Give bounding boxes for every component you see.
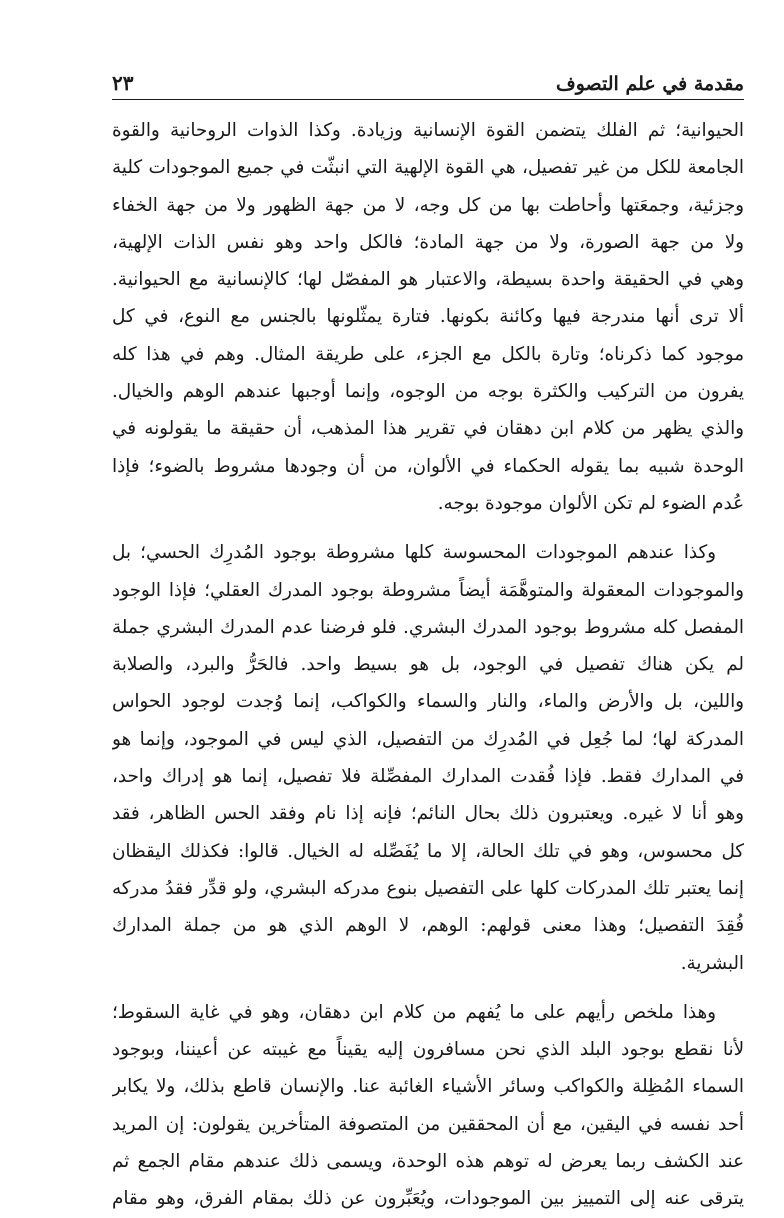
paragraph-2 (112, 534, 744, 982)
text-line: يترقى عنه إلى التمييز بين الموجودات، ويُعَبِّرون عن ذلك بمقام الفرق، وهو مقام (112, 1188, 744, 1210)
text-line: عُدم الضوء لم تكن الألوان موجودة بوجه. (437, 492, 744, 514)
text-line: واللين، بل والأرض والماء، والنار والسماء والكواكب، إنما وُجدت لوجود الحواس (112, 691, 744, 713)
paragraph-gap (112, 522, 744, 534)
text-line: عند الكشف ربما يعرض له توهم هذه الوحدة، ويسمى ذلك عندهم مقام الجمع ثم (112, 1151, 744, 1173)
text-line: في المدارك فقط. فإذا فُقدت المدارك المفصِّلة فلا تفصيل، إنما هو إدراك واحد، (112, 766, 744, 788)
text-line: وهي في الحقيقة واحدة بسيطة، والاعتبار هو المفصّل لها؛ كالإنسانية مع الحيوانية. (112, 269, 744, 291)
text-line: السماء المُظِلة والكواكب وسائر الأشياء الغائبة عنا. والإنسان قاطع بذلك، ولا يكابر (112, 1076, 744, 1098)
text-line: المدركة لها؛ لما جُعِل في المُدرِك من التفصيل، الذي ليس في الموجود، وإنما هو (112, 728, 744, 750)
text-line: وهو أنا لا غيره. ويعتبرون ذلك بحال النائم؛ فإنه إذا نام وفقد الحس الظاهر، فقد (112, 803, 744, 825)
text-line: ولا من جهة الصورة، ولا من جهة المادة؛ فالكل واحد وهو نفس الذات الإلهية، (112, 231, 744, 253)
paragraph-gap (112, 982, 744, 994)
text-line: الجامعة للكل من غير تفصيل، هي القوة الإلهية التي انبثّت في جميع الموجودات كلية (112, 157, 744, 179)
text-line: أحد نفسه في اليقين، مع أن المحققين من المتصوفة المتأخرين يقولون: إن المريد (112, 1113, 744, 1135)
text-line: وكذا عندهم الموجودات المحسوسة كلها مشروطة بوجود المُدرِك الحسي؛ بل (112, 542, 716, 564)
text-line: المفصل كله مشروط بوجود المدرك البشري. فلو فرضنا عدم المدرك البشري جملة (112, 616, 744, 638)
page-number: ٢٣ (112, 71, 134, 95)
paragraph-3 (112, 994, 744, 1218)
body-text (112, 112, 744, 1218)
running-title: مقدمة في علم التصوف (556, 73, 744, 95)
text-line: موجود كما ذكرناه؛ وتارة بالكل مع الجزء، على طريقة المثال. وهم في هذا كله (112, 343, 744, 365)
text-line: والموجودات المعقولة والمتوهَّمَة أيضاً مشروطة بوجود المدرك العقلي؛ فإذا الوجود (112, 579, 744, 601)
text-line: يفرون من التركيب والكثرة بوجه من الوجوه، وإنما أوجبها عندهم الوهم والخيال. (112, 381, 744, 403)
text-line: لم يكن هناك تفصيل في الوجود، بل هو بسيط واحد. فالحَرُّ والبرد، والصلابة (112, 654, 744, 676)
text-line: كل محسوس، وهو في تلك الحالة، إلا ما يُفَصِّله له الخيال. قالوا: فكذلك اليقظان (112, 840, 744, 862)
text-line: إنما يعتبر تلك المدركات كلها على التفصيل بنوع مدركه البشري، ولو قدِّر فقدُ مدركه (112, 877, 744, 899)
text-line: وجزئية، وجمعَتها وأحاطت بها من كل وجه، لا من جهة الظهور ولا من جهة الخفاء (112, 194, 744, 216)
text-line: ألا ترى أنها مندرجة فيها وكائنة بكونها. فتارة يمثّلونها بالجنس مع النوع، في كل (112, 306, 744, 328)
text-line: الحيوانية؛ ثم الفلك يتضمن القوة الإنسانية وزيادة. وكذا الذوات الروحانية والقوة (112, 120, 744, 141)
text-line: وهذا ملخص رأيهم على ما يُفهم من كلام ابن دهقان، وهو في غاية السقوط؛ (112, 1001, 716, 1023)
text-line: لأنا نقطع بوجود البلد الذي نحن مسافرون إليه يقيناً مع غيبته عن أعيننا، وبوجود (112, 1039, 744, 1061)
text-line: الوحدة شبيه بما يقوله الحكماء في الألوان، من أن وجودها مشروط بالضوء؛ فإذا (112, 455, 744, 477)
text-line: فُقِدَ التفصيل؛ وهذا معنى قولهم: الوهم، لا الوهم الذي هو من جملة المدارك (112, 915, 744, 937)
paragraph-1 (112, 112, 744, 522)
text-line: والذي يظهر من كلام ابن دهقان في تقرير هذا المذهب، أن حقيقة ما يقولونه في (112, 418, 744, 440)
text-line: البشرية. (680, 952, 744, 974)
running-head (112, 60, 744, 100)
